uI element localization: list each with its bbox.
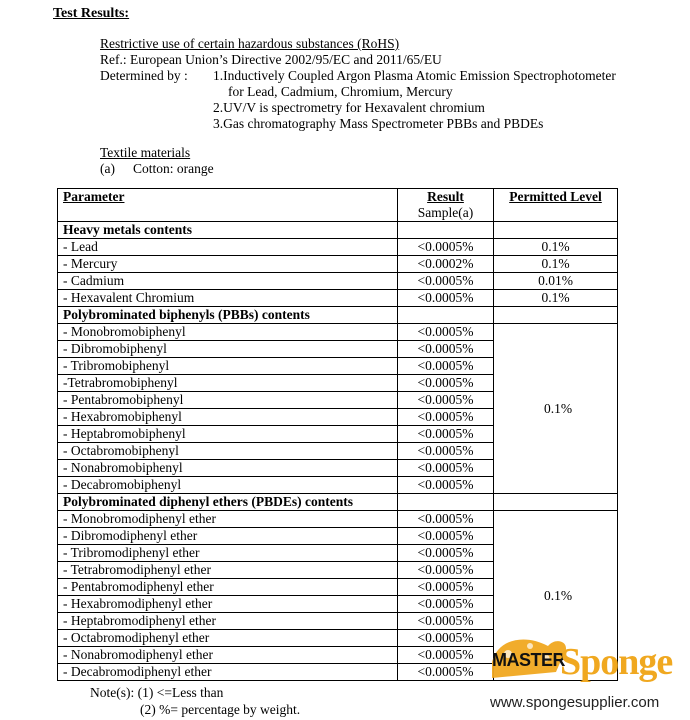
table-row: - Heptabromobiphenyl <0.0005% xyxy=(58,426,618,443)
sample-description: Cotton: orange xyxy=(133,161,214,176)
table-row: - Nonabromodiphenyl ether <0.0005% xyxy=(58,647,618,664)
method-2: 2.UV/V is spectrometry for Hexavalent chromium xyxy=(213,100,485,115)
results-table xyxy=(57,188,618,681)
section-title: Polybrominated biphenyls (PBBs) contents xyxy=(58,307,398,324)
table-row: - Decabromodiphenyl ether <0.0005% xyxy=(58,664,618,681)
table-row: - Hexabromobiphenyl <0.0005% xyxy=(58,409,618,426)
determined-by-label: Determined by : xyxy=(100,68,188,83)
header-result-sample: Sample(a) xyxy=(417,205,474,220)
table-row: - Dibromobiphenyl <0.0005% xyxy=(58,341,618,358)
logo-brand-master: MASTER xyxy=(492,650,565,670)
table-row: - Dibromodiphenyl ether <0.0005% xyxy=(58,528,618,545)
table-row: - Octabromodiphenyl ether <0.0005% xyxy=(58,630,618,647)
directive-ref: Ref.: European Union’s Directive 2002/95/EC and 2011/65/EU xyxy=(100,52,442,67)
section-row-pbb xyxy=(58,307,618,324)
header-parameter: Parameter xyxy=(58,189,398,222)
header-result: Result Sample(a) xyxy=(398,189,494,222)
header-permitted: Permitted Level xyxy=(494,189,618,222)
table-row: - Tetrabromodiphenyl ether <0.0005% xyxy=(58,562,618,579)
material-title: Textile materials xyxy=(100,145,191,160)
table-row: - Nonabromobiphenyl <0.0005% xyxy=(58,460,618,477)
section-row-heavy xyxy=(58,222,618,239)
table-row: - Octabromobiphenyl <0.0005% xyxy=(58,443,618,460)
table-row: - Mercury <0.0002% 0.1% xyxy=(58,256,618,273)
pbde-permitted-level: 0.1% xyxy=(494,511,618,681)
table-row: - Monobromobiphenyl <0.0005% 0.1% xyxy=(58,324,618,341)
section-title: Polybrominated diphenyl ethers (PBDEs) contents xyxy=(58,494,398,511)
table-row: - Tribromobiphenyl <0.0005% xyxy=(58,358,618,375)
section-row-pbde xyxy=(58,494,618,511)
section-title: Heavy metals contents xyxy=(58,222,398,239)
table-row: - Cadmium <0.0005% 0.01% xyxy=(58,273,618,290)
logo-url: www.spongesupplier.com xyxy=(490,694,660,711)
page-heading: Test Results: xyxy=(53,6,130,21)
table-row: - Heptabromodiphenyl ether <0.0005% xyxy=(58,613,618,630)
note-1: Note(s): (1) <=Less than xyxy=(90,685,224,700)
table-row: - Decabromobiphenyl <0.0005% xyxy=(58,477,618,494)
table-row: - Pentabromobiphenyl <0.0005% xyxy=(58,392,618,409)
table-row: - Hexabromodiphenyl ether <0.0005% xyxy=(58,596,618,613)
rohs-title: Restrictive use of certain hazardous substances (RoHS) xyxy=(100,36,400,51)
method-1-cont: for Lead, Cadmium, Chromium, Mercury xyxy=(228,84,453,99)
sample-id: (a) xyxy=(100,161,115,176)
table-row: - Lead <0.0005% 0.1% xyxy=(58,239,618,256)
table-row: - Monobromodiphenyl ether <0.0005% 0.1% xyxy=(58,511,618,528)
table-row: -Tetrabromobiphenyl <0.0005% xyxy=(58,375,618,392)
table-row: - Tribromodiphenyl ether <0.0005% xyxy=(58,545,618,562)
method-1: 1.Inductively Coupled Argon Plasma Atomic Emission Spectrophotometer xyxy=(213,68,616,83)
table-row: - Pentabromodiphenyl ether <0.0005% xyxy=(58,579,618,596)
table-row: - Hexavalent Chromium <0.0005% 0.1% xyxy=(58,290,618,307)
table-header-row xyxy=(58,189,618,222)
note-2: (2) %= percentage by weight. xyxy=(140,702,301,717)
method-3: 3.Gas chromatography Mass Spectrometer PBBs and PBDEs xyxy=(213,116,544,131)
logo-brand-sponge: Sponge xyxy=(560,641,673,683)
pbb-permitted-level: 0.1% xyxy=(494,324,618,494)
